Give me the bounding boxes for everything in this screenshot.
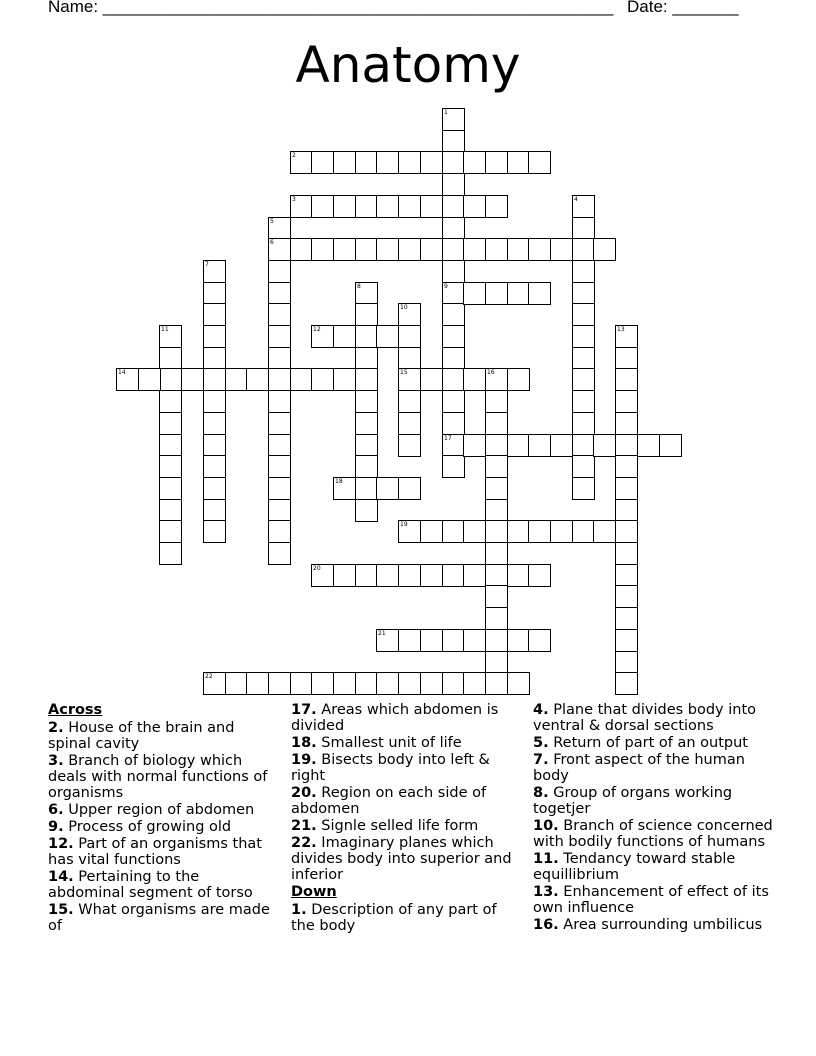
grid-cell[interactable] (268, 325, 291, 348)
grid-cell[interactable] (615, 412, 638, 435)
grid-cell[interactable] (355, 564, 378, 587)
grid-cell[interactable] (398, 477, 421, 500)
cell-number: 12 (313, 326, 321, 333)
grid-cell[interactable] (355, 477, 378, 500)
grid-cell[interactable] (268, 217, 291, 240)
grid-cell[interactable] (159, 347, 182, 370)
grid-cell[interactable] (159, 368, 182, 391)
grid-cell[interactable] (268, 434, 291, 457)
grid-cell[interactable] (593, 238, 616, 261)
clue-down-11: 11. Tendancy toward stable equillibrium (533, 851, 736, 883)
grid-cell[interactable] (159, 477, 182, 500)
grid-cell[interactable] (507, 564, 530, 587)
grid-cell[interactable] (507, 151, 530, 174)
grid-cell[interactable] (442, 108, 465, 131)
clue-across-19: 19. Bisects body into left & right (291, 752, 490, 784)
cell-number: 17 (444, 435, 452, 442)
grid-cell[interactable] (485, 368, 508, 391)
grid-cell[interactable] (398, 195, 421, 218)
grid-cell[interactable] (398, 303, 421, 326)
grid-cell[interactable] (463, 434, 486, 457)
grid-cell[interactable] (572, 368, 595, 391)
cell-number: 10 (400, 304, 408, 311)
grid-cell[interactable] (311, 672, 334, 695)
clue-down-8: 8. Group of organs working togetjer (533, 785, 733, 817)
grid-cell[interactable] (442, 368, 465, 391)
grid-cell[interactable] (290, 672, 313, 695)
grid-cell[interactable] (463, 629, 486, 652)
grid-cell[interactable] (333, 564, 356, 587)
cell-number: 22 (205, 673, 213, 680)
grid-cell[interactable] (507, 629, 530, 652)
grid-cell[interactable] (290, 195, 313, 218)
grid-cell[interactable] (159, 434, 182, 457)
grid-cell[interactable] (593, 520, 616, 543)
grid-cell[interactable] (442, 173, 465, 196)
grid-cell[interactable] (420, 629, 443, 652)
grid-cell[interactable] (442, 195, 465, 218)
grid-cell[interactable] (528, 282, 551, 305)
grid-cell[interactable] (355, 325, 378, 348)
grid-cell[interactable] (290, 238, 313, 261)
grid-cell[interactable] (203, 303, 226, 326)
cell-number: 4 (574, 196, 578, 203)
grid-cell[interactable] (268, 542, 291, 565)
grid-cell[interactable] (268, 368, 291, 391)
grid-cell[interactable] (398, 629, 421, 652)
grid-cell[interactable] (550, 434, 573, 457)
grid-cell[interactable] (355, 195, 378, 218)
grid-cell[interactable] (138, 368, 161, 391)
grid-cell[interactable] (572, 282, 595, 305)
grid-cell[interactable] (550, 520, 573, 543)
grid-cell[interactable] (355, 282, 378, 305)
grid-cell[interactable] (572, 455, 595, 478)
clue-down-16: 16. Area surrounding umbilicus (533, 917, 763, 933)
grid-cell[interactable] (420, 195, 443, 218)
grid-cell[interactable] (615, 607, 638, 630)
clues-column-2 (291, 702, 523, 935)
cell-number: 2 (292, 152, 296, 159)
grid-cell[interactable] (376, 195, 399, 218)
grid-cell[interactable] (203, 325, 226, 348)
cell-number: 15 (400, 369, 408, 376)
grid-cell[interactable] (333, 368, 356, 391)
grid-cell[interactable] (507, 238, 530, 261)
grid-cell[interactable] (376, 238, 399, 261)
grid-cell[interactable] (420, 238, 443, 261)
grid-cell[interactable] (376, 672, 399, 695)
grid-cell[interactable] (398, 412, 421, 435)
grid-cell[interactable] (485, 499, 508, 522)
grid-cell[interactable] (355, 347, 378, 370)
grid-cell[interactable] (203, 477, 226, 500)
grid-cell[interactable] (507, 282, 530, 305)
clue-across-12: 12. Part of an organisms that has vital functions (48, 836, 262, 868)
grid-cell[interactable] (485, 607, 508, 630)
grid-cell[interactable] (528, 434, 551, 457)
clue-across-3: 3. Branch of biology which deals with normal functions of organisms (48, 753, 268, 801)
grid-cell[interactable] (268, 238, 291, 261)
cell-number: 8 (357, 283, 361, 290)
grid-cell[interactable] (615, 672, 638, 695)
grid-cell[interactable] (420, 520, 443, 543)
grid-cell[interactable] (572, 217, 595, 240)
clue-across-21: 21. Signle selled life form (291, 818, 479, 834)
grid-cell[interactable] (463, 564, 486, 587)
grid-cell[interactable] (225, 672, 248, 695)
clues-column-1 (48, 702, 278, 935)
cell-number: 14 (118, 369, 126, 376)
grid-cell[interactable] (485, 434, 508, 457)
grid-cell[interactable] (116, 368, 139, 391)
grid-cell[interactable] (507, 434, 530, 457)
grid-cell[interactable] (615, 477, 638, 500)
grid-cell[interactable] (203, 368, 226, 391)
grid-cell[interactable] (355, 238, 378, 261)
grid-cell[interactable] (398, 368, 421, 391)
grid-cell[interactable] (311, 238, 334, 261)
clue-across-18: 18. Smallest unit of life (291, 735, 462, 751)
cell-number: 13 (617, 326, 625, 333)
clue-across-20: 20. Region on each side of abdomen (291, 785, 487, 817)
grid-cell[interactable] (355, 434, 378, 457)
grid-cell[interactable] (159, 390, 182, 413)
grid-cell[interactable] (268, 260, 291, 283)
grid-cell[interactable] (485, 195, 508, 218)
grid-cell[interactable] (615, 455, 638, 478)
grid-cell[interactable] (355, 412, 378, 435)
grid-cell[interactable] (463, 368, 486, 391)
grid-cell[interactable] (442, 130, 465, 153)
grid-cell[interactable] (311, 564, 334, 587)
grid-cell[interactable] (333, 195, 356, 218)
clue-down-7: 7. Front aspect of the human body (533, 752, 745, 784)
grid-cell[interactable] (442, 455, 465, 478)
grid-cell[interactable] (355, 499, 378, 522)
grid-cell[interactable] (268, 477, 291, 500)
clue-across-17: 17. Areas which abdomen is divided (291, 702, 499, 734)
cell-number: 11 (161, 326, 169, 333)
grid-cell[interactable] (572, 390, 595, 413)
grid-cell[interactable] (203, 260, 226, 283)
grid-cell[interactable] (246, 672, 269, 695)
grid-cell[interactable] (398, 238, 421, 261)
grid-cell[interactable] (159, 520, 182, 543)
grid-cell[interactable] (311, 195, 334, 218)
grid-cell[interactable] (376, 564, 399, 587)
grid-cell[interactable] (376, 629, 399, 652)
grid-cell[interactable] (376, 477, 399, 500)
grid-cell[interactable] (485, 564, 508, 587)
grid-cell[interactable] (355, 368, 378, 391)
cell-number: 19 (400, 521, 408, 528)
grid-cell[interactable] (528, 564, 551, 587)
clue-across-2: 2. House of the brain and spinal cavity (48, 720, 235, 752)
clues-column-3 (533, 702, 773, 934)
grid-cell[interactable] (528, 629, 551, 652)
grid-cell[interactable] (268, 412, 291, 435)
grid-cell[interactable] (442, 520, 465, 543)
grid-cell[interactable] (203, 455, 226, 478)
grid-cell[interactable] (463, 195, 486, 218)
grid-cell[interactable] (615, 585, 638, 608)
grid-cell[interactable] (398, 672, 421, 695)
grid-cell[interactable] (268, 303, 291, 326)
grid-cell[interactable] (442, 217, 465, 240)
grid-cell[interactable] (615, 542, 638, 565)
grid-cell[interactable] (485, 651, 508, 674)
grid-cell[interactable] (442, 151, 465, 174)
grid-cell[interactable] (333, 325, 356, 348)
grid-cell[interactable] (311, 368, 334, 391)
clue-down-13: 13. Enhancement of effect of its own influence (533, 884, 769, 916)
grid-cell[interactable] (637, 434, 660, 457)
cell-number: 21 (378, 630, 386, 637)
grid-cell[interactable] (507, 368, 530, 391)
grid-cell[interactable] (528, 238, 551, 261)
grid-cell[interactable] (615, 347, 638, 370)
grid-cell[interactable] (333, 477, 356, 500)
grid-cell[interactable] (268, 390, 291, 413)
grid-cell[interactable] (355, 303, 378, 326)
grid-cell[interactable] (593, 434, 616, 457)
grid-cell[interactable] (485, 238, 508, 261)
cell-number: 1 (444, 109, 448, 116)
grid-cell[interactable] (485, 585, 508, 608)
grid-cell[interactable] (485, 282, 508, 305)
grid-cell[interactable] (290, 368, 313, 391)
cell-number: 7 (205, 261, 209, 268)
grid-cell[interactable] (398, 434, 421, 457)
grid-cell[interactable] (311, 151, 334, 174)
grid-cell[interactable] (159, 455, 182, 478)
grid-cell[interactable] (290, 151, 313, 174)
cell-number: 5 (270, 218, 274, 225)
grid-cell[interactable] (420, 368, 443, 391)
grid-cell[interactable] (203, 499, 226, 522)
cell-number: 9 (444, 283, 448, 290)
grid-cell[interactable] (528, 151, 551, 174)
grid-cell[interactable] (485, 477, 508, 500)
clue-across-15: 15. What organisms are made of (48, 902, 270, 934)
grid-cell[interactable] (203, 390, 226, 413)
clue-down-5: 5. Return of part of an output (533, 735, 748, 751)
grid-cell[interactable] (485, 455, 508, 478)
grid-cell[interactable] (442, 434, 465, 457)
grid-cell[interactable] (442, 282, 465, 305)
grid-cell[interactable] (615, 368, 638, 391)
grid-cell[interactable] (355, 455, 378, 478)
clue-across-22: 22. Imaginary planes which divides body into superior and inferior (291, 835, 512, 883)
grid-cell[interactable] (376, 151, 399, 174)
grid-cell[interactable] (311, 325, 334, 348)
grid-cell[interactable] (420, 672, 443, 695)
grid-cell[interactable] (442, 672, 465, 695)
clue-across-6: 6. Upper region of abdomen (48, 802, 255, 818)
grid-cell[interactable] (203, 412, 226, 435)
grid-cell[interactable] (333, 672, 356, 695)
grid-cell[interactable] (442, 347, 465, 370)
grid-cell[interactable] (268, 455, 291, 478)
down-heading: Down (291, 884, 337, 900)
cell-number: 18 (335, 478, 343, 485)
grid-cell[interactable] (268, 347, 291, 370)
grid-cell[interactable] (485, 412, 508, 435)
grid-cell[interactable] (442, 564, 465, 587)
grid-cell[interactable] (572, 347, 595, 370)
grid-cell[interactable] (615, 629, 638, 652)
grid-cell[interactable] (355, 151, 378, 174)
cell-number: 16 (487, 369, 495, 376)
grid-cell[interactable] (572, 260, 595, 283)
grid-cell[interactable] (463, 520, 486, 543)
across-heading: Across (48, 702, 103, 718)
clue-down-1: 1. Description of any part of the body (291, 902, 497, 934)
grid-cell[interactable] (333, 151, 356, 174)
name-field[interactable]: Name: ______________________________________________________ (48, 0, 614, 16)
grid-cell[interactable] (355, 390, 378, 413)
grid-cell[interactable] (420, 564, 443, 587)
grid-cell[interactable] (550, 238, 573, 261)
grid-cell[interactable] (333, 238, 356, 261)
grid-cell[interactable] (398, 390, 421, 413)
date-field[interactable]: Date: _______ (627, 0, 739, 16)
grid-cell[interactable] (203, 347, 226, 370)
grid-cell[interactable] (507, 520, 530, 543)
cell-number: 3 (292, 196, 296, 203)
grid-cell[interactable] (572, 303, 595, 326)
grid-cell[interactable] (159, 542, 182, 565)
grid-cell[interactable] (376, 325, 399, 348)
grid-cell[interactable] (572, 412, 595, 435)
grid-cell[interactable] (398, 520, 421, 543)
grid-cell[interactable] (463, 282, 486, 305)
grid-cell[interactable] (572, 520, 595, 543)
grid-cell[interactable] (203, 434, 226, 457)
grid-cell[interactable] (485, 390, 508, 413)
grid-cell[interactable] (159, 412, 182, 435)
grid-cell[interactable] (615, 325, 638, 348)
puzzle-title: Anatomy (295, 36, 521, 94)
grid-cell[interactable] (442, 412, 465, 435)
grid-cell[interactable] (463, 151, 486, 174)
grid-cell[interactable] (398, 347, 421, 370)
grid-cell[interactable] (485, 629, 508, 652)
grid-cell[interactable] (246, 368, 269, 391)
grid-cell[interactable] (615, 564, 638, 587)
grid-cell[interactable] (615, 390, 638, 413)
grid-cell[interactable] (398, 564, 421, 587)
clue-down-4: 4. Plane that divides body into ventral & dorsal sections (533, 702, 757, 734)
grid-cell[interactable] (268, 499, 291, 522)
grid-cell[interactable] (572, 238, 595, 261)
grid-cell[interactable] (572, 195, 595, 218)
grid-cell[interactable] (485, 672, 508, 695)
grid-cell[interactable] (572, 434, 595, 457)
grid-cell[interactable] (268, 672, 291, 695)
grid-cell[interactable] (355, 672, 378, 695)
grid-cell[interactable] (572, 325, 595, 348)
grid-cell[interactable] (203, 520, 226, 543)
clue-across-14: 14. Pertaining to the abdominal segment of torso (48, 869, 253, 901)
cell-number: 20 (313, 565, 321, 572)
grid-cell[interactable] (463, 672, 486, 695)
grid-cell[interactable] (615, 520, 638, 543)
grid-cell[interactable] (268, 520, 291, 543)
cell-number: 6 (270, 239, 274, 246)
grid-cell[interactable] (225, 368, 248, 391)
grid-cell[interactable] (181, 368, 204, 391)
grid-cell[interactable] (159, 325, 182, 348)
grid-cell[interactable] (528, 520, 551, 543)
grid-cell[interactable] (420, 151, 443, 174)
grid-cell[interactable] (442, 629, 465, 652)
grid-cell[interactable] (485, 542, 508, 565)
grid-cell[interactable] (615, 499, 638, 522)
grid-cell[interactable] (203, 672, 226, 695)
grid-cell[interactable] (398, 151, 421, 174)
clue-across-9: 9. Process of growing old (48, 819, 232, 835)
grid-cell[interactable] (615, 651, 638, 674)
grid-cell[interactable] (507, 672, 530, 695)
grid-cell[interactable] (442, 303, 465, 326)
grid-cell[interactable] (615, 434, 638, 457)
grid-cell[interactable] (485, 151, 508, 174)
clue-down-10: 10. Branch of science concerned with bodily functions of humans (533, 818, 773, 850)
grid-cell[interactable] (203, 282, 226, 305)
grid-cell[interactable] (442, 238, 465, 261)
grid-cell[interactable] (572, 477, 595, 500)
grid-cell[interactable] (159, 499, 182, 522)
grid-cell[interactable] (442, 390, 465, 413)
grid-cell[interactable] (398, 325, 421, 348)
grid-cell[interactable] (268, 282, 291, 305)
grid-cell[interactable] (442, 260, 465, 283)
grid-cell[interactable] (485, 520, 508, 543)
grid-cell[interactable] (463, 238, 486, 261)
grid-cell[interactable] (442, 325, 465, 348)
grid-cell[interactable] (659, 434, 682, 457)
